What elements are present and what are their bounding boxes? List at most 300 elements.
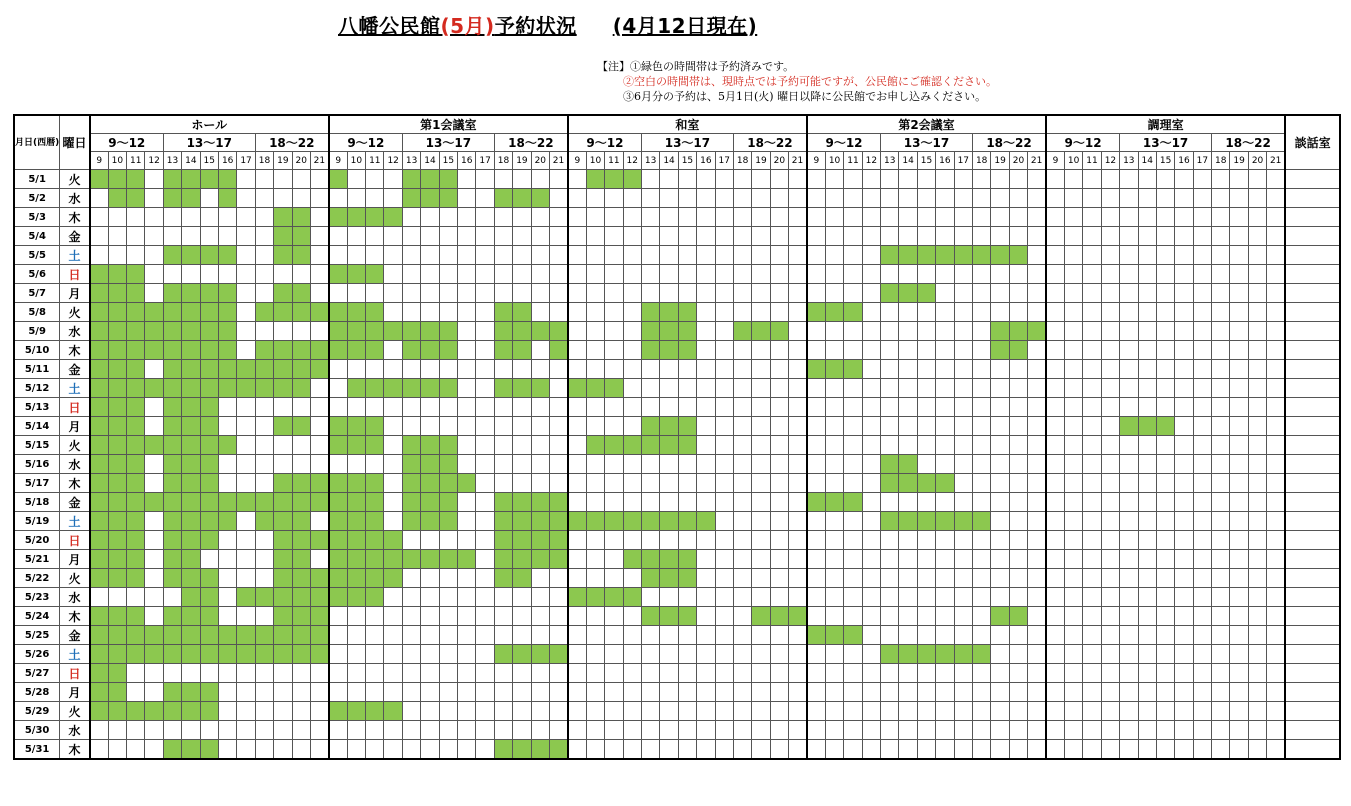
slot-available	[1175, 360, 1193, 379]
slot-available	[641, 588, 659, 607]
slot-available	[899, 569, 917, 588]
hour-header: 9	[1046, 152, 1064, 170]
slot-available	[862, 626, 880, 645]
slot-booked	[586, 379, 604, 398]
note-line-3: ③6月分の予約は、5月1日(火) 曜日以降に公民館でお申し込みください。	[623, 90, 987, 103]
slot-available	[1156, 170, 1174, 189]
slot-booked	[347, 379, 365, 398]
slot-booked	[182, 550, 200, 569]
slot-available	[660, 398, 678, 417]
slot-available	[237, 531, 255, 550]
slot-booked	[274, 607, 292, 626]
slot-booked	[881, 474, 899, 493]
slot-available	[807, 721, 825, 740]
slot-booked	[163, 683, 181, 702]
slot-booked	[513, 740, 531, 760]
slot-booked	[255, 360, 273, 379]
slot-available	[605, 284, 623, 303]
slot-available	[623, 683, 641, 702]
slot-available	[752, 303, 770, 322]
slot-available	[476, 531, 494, 550]
slot-available	[715, 550, 733, 569]
slot-booked	[108, 398, 126, 417]
slot-available	[881, 208, 899, 227]
slot-available	[991, 474, 1009, 493]
slot-available	[458, 398, 476, 417]
slot-available	[917, 170, 935, 189]
slot-available	[972, 588, 990, 607]
slot-available	[1138, 436, 1156, 455]
hour-header: 14	[182, 152, 200, 170]
slot-booked	[623, 436, 641, 455]
slot-booked	[825, 626, 843, 645]
slot-booked	[127, 569, 145, 588]
slot-available	[90, 721, 108, 740]
slot-available	[807, 265, 825, 284]
slot-available	[972, 322, 990, 341]
slot-available	[807, 455, 825, 474]
hour-header: 12	[623, 152, 641, 170]
hour-header: 19	[991, 152, 1009, 170]
slot-available	[145, 569, 163, 588]
slot-available	[1212, 531, 1230, 550]
slot-available	[605, 455, 623, 474]
slot-available	[715, 170, 733, 189]
slot-available	[1267, 721, 1285, 740]
slot-available	[1120, 607, 1138, 626]
slot-available	[1156, 455, 1174, 474]
slot-available	[1230, 493, 1248, 512]
slot-available	[421, 417, 439, 436]
slot-available	[825, 683, 843, 702]
slot-available	[476, 227, 494, 246]
slot-available	[1064, 208, 1082, 227]
slot-available	[1175, 512, 1193, 531]
slot-available	[1138, 512, 1156, 531]
slot-available	[862, 303, 880, 322]
slot-available	[513, 455, 531, 474]
slot-available	[586, 626, 604, 645]
slot-booked	[163, 360, 181, 379]
slot-available	[1083, 341, 1101, 360]
slot-available	[237, 721, 255, 740]
slot-available	[531, 170, 549, 189]
slot-available	[697, 246, 715, 265]
date-cell: 5/31	[14, 740, 60, 760]
slot-available	[862, 227, 880, 246]
slot-booked	[127, 265, 145, 284]
slot-booked	[200, 246, 218, 265]
slot-booked	[182, 683, 200, 702]
slot-booked	[90, 512, 108, 531]
slot-available	[402, 569, 420, 588]
slot-available	[678, 379, 696, 398]
slot-available	[1193, 398, 1211, 417]
slot-available	[954, 341, 972, 360]
dangwashitsu-cell	[1285, 569, 1340, 588]
weekday-cell: 水	[60, 322, 90, 341]
slot-available	[329, 607, 347, 626]
slot-available	[476, 740, 494, 760]
slot-booked	[200, 512, 218, 531]
slot-available	[605, 474, 623, 493]
slot-available	[825, 607, 843, 626]
hour-header: 9	[90, 152, 108, 170]
slot-available	[329, 398, 347, 417]
slot-booked	[421, 189, 439, 208]
table-row	[14, 341, 1340, 360]
slot-available	[825, 664, 843, 683]
table-row	[14, 265, 1340, 284]
slot-available	[1267, 493, 1285, 512]
weekday-header: 曜日	[60, 115, 90, 170]
slot-available	[733, 531, 751, 550]
slot-available	[770, 721, 788, 740]
slot-available	[1212, 740, 1230, 760]
slot-booked	[182, 303, 200, 322]
slot-available	[292, 170, 310, 189]
slot-available	[568, 455, 586, 474]
date-cell: 5/6	[14, 265, 60, 284]
slot-available	[1267, 398, 1285, 417]
slot-booked	[807, 626, 825, 645]
slot-available	[237, 683, 255, 702]
slot-available	[347, 227, 365, 246]
slot-available	[1028, 246, 1046, 265]
weekday-cell: 土	[60, 379, 90, 398]
slot-available	[531, 702, 549, 721]
slot-available	[1120, 436, 1138, 455]
slot-available	[1028, 645, 1046, 664]
slot-booked	[200, 645, 218, 664]
slot-available	[807, 227, 825, 246]
slot-available	[200, 189, 218, 208]
hour-header: 16	[1175, 152, 1193, 170]
slot-booked	[550, 645, 568, 664]
slot-booked	[310, 303, 328, 322]
slot-available	[200, 550, 218, 569]
slot-available	[421, 360, 439, 379]
slot-available	[697, 360, 715, 379]
slot-booked	[881, 284, 899, 303]
slot-available	[458, 702, 476, 721]
slot-available	[1064, 569, 1082, 588]
slot-available	[936, 588, 954, 607]
slot-available	[237, 246, 255, 265]
slot-available	[641, 455, 659, 474]
slot-available	[1083, 379, 1101, 398]
slot-available	[550, 607, 568, 626]
slot-booked	[274, 512, 292, 531]
slot-available	[715, 588, 733, 607]
slot-booked	[641, 512, 659, 531]
slot-available	[1064, 512, 1082, 531]
date-cell: 5/18	[14, 493, 60, 512]
slot-booked	[163, 246, 181, 265]
slot-available	[954, 322, 972, 341]
slot-available	[862, 664, 880, 683]
slot-available	[1120, 379, 1138, 398]
slot-available	[1156, 379, 1174, 398]
table-row	[14, 360, 1340, 379]
date-cell: 5/22	[14, 569, 60, 588]
slot-booked	[366, 550, 384, 569]
slot-available	[237, 664, 255, 683]
slot-booked	[108, 550, 126, 569]
hour-header: 12	[1101, 152, 1119, 170]
slot-available	[881, 626, 899, 645]
slot-available	[255, 607, 273, 626]
slot-available	[752, 588, 770, 607]
slot-available	[586, 607, 604, 626]
slot-available	[825, 702, 843, 721]
slot-available	[1248, 664, 1266, 683]
slot-available	[844, 550, 862, 569]
slot-available	[182, 265, 200, 284]
slot-booked	[513, 341, 531, 360]
date-cell: 5/2	[14, 189, 60, 208]
slot-available	[1230, 341, 1248, 360]
slot-available	[715, 664, 733, 683]
dangwashitsu-cell	[1285, 740, 1340, 760]
slot-available	[917, 208, 935, 227]
slot-available	[1175, 341, 1193, 360]
slot-booked	[127, 702, 145, 721]
slot-available	[715, 246, 733, 265]
slot-booked	[163, 189, 181, 208]
slot-booked	[127, 512, 145, 531]
slot-available	[458, 170, 476, 189]
slot-booked	[292, 246, 310, 265]
slot-available	[90, 227, 108, 246]
slot-available	[733, 246, 751, 265]
slot-booked	[899, 284, 917, 303]
slot-available	[384, 721, 402, 740]
slot-available	[458, 360, 476, 379]
slot-booked	[678, 417, 696, 436]
table-row	[14, 284, 1340, 303]
slot-available	[550, 683, 568, 702]
dangwashitsu-cell	[1285, 588, 1340, 607]
slot-available	[936, 189, 954, 208]
slot-available	[1083, 721, 1101, 740]
slot-available	[568, 683, 586, 702]
date-cell: 5/14	[14, 417, 60, 436]
slot-available	[1193, 626, 1211, 645]
slot-available	[494, 227, 512, 246]
slot-available	[770, 303, 788, 322]
slot-booked	[292, 303, 310, 322]
slot-booked	[366, 303, 384, 322]
slot-available	[1175, 493, 1193, 512]
slot-booked	[678, 436, 696, 455]
slot-available	[623, 189, 641, 208]
slot-available	[660, 493, 678, 512]
slot-available	[384, 626, 402, 645]
slot-available	[108, 588, 126, 607]
slot-booked	[292, 512, 310, 531]
slot-available	[531, 569, 549, 588]
slot-booked	[439, 455, 457, 474]
slot-available	[678, 189, 696, 208]
slot-booked	[218, 512, 236, 531]
slot-booked	[439, 341, 457, 360]
slot-available	[954, 398, 972, 417]
slot-available	[733, 360, 751, 379]
slot-available	[145, 588, 163, 607]
slot-available	[531, 227, 549, 246]
slot-available	[1175, 702, 1193, 721]
slot-available	[770, 284, 788, 303]
slot-available	[1193, 341, 1211, 360]
slot-booked	[108, 265, 126, 284]
slot-available	[954, 569, 972, 588]
slot-available	[936, 721, 954, 740]
slot-available	[366, 227, 384, 246]
slot-available	[807, 550, 825, 569]
hour-header: 21	[1028, 152, 1046, 170]
slot-booked	[366, 436, 384, 455]
slot-available	[586, 702, 604, 721]
slot-available	[1028, 284, 1046, 303]
slot-available	[862, 246, 880, 265]
slot-available	[108, 721, 126, 740]
slot-available	[752, 360, 770, 379]
slot-booked	[274, 417, 292, 436]
slot-available	[347, 626, 365, 645]
slot-available	[402, 398, 420, 417]
slot-available	[237, 474, 255, 493]
slot-available	[697, 702, 715, 721]
period-header: 13～17	[402, 134, 494, 152]
slot-booked	[255, 379, 273, 398]
slot-booked	[108, 512, 126, 531]
hour-header: 15	[200, 152, 218, 170]
slot-available	[825, 588, 843, 607]
period-header: 9～12	[329, 134, 403, 152]
slot-available	[917, 493, 935, 512]
slot-available	[770, 493, 788, 512]
slot-available	[531, 721, 549, 740]
slot-available	[917, 189, 935, 208]
slot-booked	[825, 360, 843, 379]
hour-header: 12	[145, 152, 163, 170]
slot-available	[825, 284, 843, 303]
table-row	[14, 664, 1340, 683]
slot-available	[641, 683, 659, 702]
slot-available	[347, 455, 365, 474]
slot-available	[844, 721, 862, 740]
slot-available	[274, 702, 292, 721]
hour-header: 10	[825, 152, 843, 170]
slot-available	[1138, 246, 1156, 265]
slot-available	[568, 360, 586, 379]
slot-available	[586, 246, 604, 265]
hour-header: 21	[310, 152, 328, 170]
slot-available	[255, 436, 273, 455]
slot-available	[476, 550, 494, 569]
slot-available	[421, 208, 439, 227]
slot-available	[715, 531, 733, 550]
slot-available	[1083, 569, 1101, 588]
slot-booked	[347, 417, 365, 436]
slot-available	[439, 227, 457, 246]
slot-available	[1138, 474, 1156, 493]
slot-available	[1267, 436, 1285, 455]
weekday-cell: 木	[60, 740, 90, 760]
slot-available	[458, 284, 476, 303]
slot-booked	[1009, 341, 1027, 360]
slot-available	[1267, 740, 1285, 760]
slot-available	[568, 341, 586, 360]
slot-available	[366, 607, 384, 626]
date-cell: 5/8	[14, 303, 60, 322]
slot-available	[1230, 227, 1248, 246]
slot-available	[1101, 664, 1119, 683]
slot-available	[568, 208, 586, 227]
slot-booked	[384, 569, 402, 588]
slot-booked	[310, 626, 328, 645]
slot-booked	[182, 645, 200, 664]
slot-booked	[90, 493, 108, 512]
slot-available	[1156, 740, 1174, 760]
slot-available	[476, 683, 494, 702]
slot-available	[494, 607, 512, 626]
slot-available	[641, 531, 659, 550]
slot-available	[1248, 550, 1266, 569]
title-suffix: 予約状況	[494, 14, 577, 38]
slot-available	[1230, 531, 1248, 550]
slot-booked	[163, 398, 181, 417]
slot-available	[733, 227, 751, 246]
slot-available	[733, 626, 751, 645]
slot-booked	[200, 360, 218, 379]
slot-available	[807, 246, 825, 265]
slot-available	[108, 740, 126, 760]
slot-booked	[678, 607, 696, 626]
slot-available	[770, 626, 788, 645]
slot-booked	[108, 626, 126, 645]
slot-available	[513, 265, 531, 284]
slot-booked	[310, 341, 328, 360]
slot-available	[862, 493, 880, 512]
slot-available	[697, 303, 715, 322]
slot-available	[936, 740, 954, 760]
slot-available	[954, 265, 972, 284]
slot-available	[881, 664, 899, 683]
slot-available	[255, 740, 273, 760]
slot-available	[310, 398, 328, 417]
slot-booked	[550, 740, 568, 760]
slot-available	[1230, 170, 1248, 189]
slot-booked	[825, 303, 843, 322]
slot-available	[881, 436, 899, 455]
slot-available	[586, 683, 604, 702]
slot-available	[1193, 360, 1211, 379]
slot-booked	[218, 189, 236, 208]
slot-booked	[108, 170, 126, 189]
slot-available	[715, 303, 733, 322]
table-row	[14, 474, 1340, 493]
slot-booked	[127, 493, 145, 512]
slot-available	[1120, 683, 1138, 702]
period-header: 13～17	[881, 134, 973, 152]
slot-available	[586, 303, 604, 322]
slot-available	[1156, 588, 1174, 607]
slot-available	[329, 284, 347, 303]
table-row	[14, 303, 1340, 322]
slot-available	[623, 531, 641, 550]
